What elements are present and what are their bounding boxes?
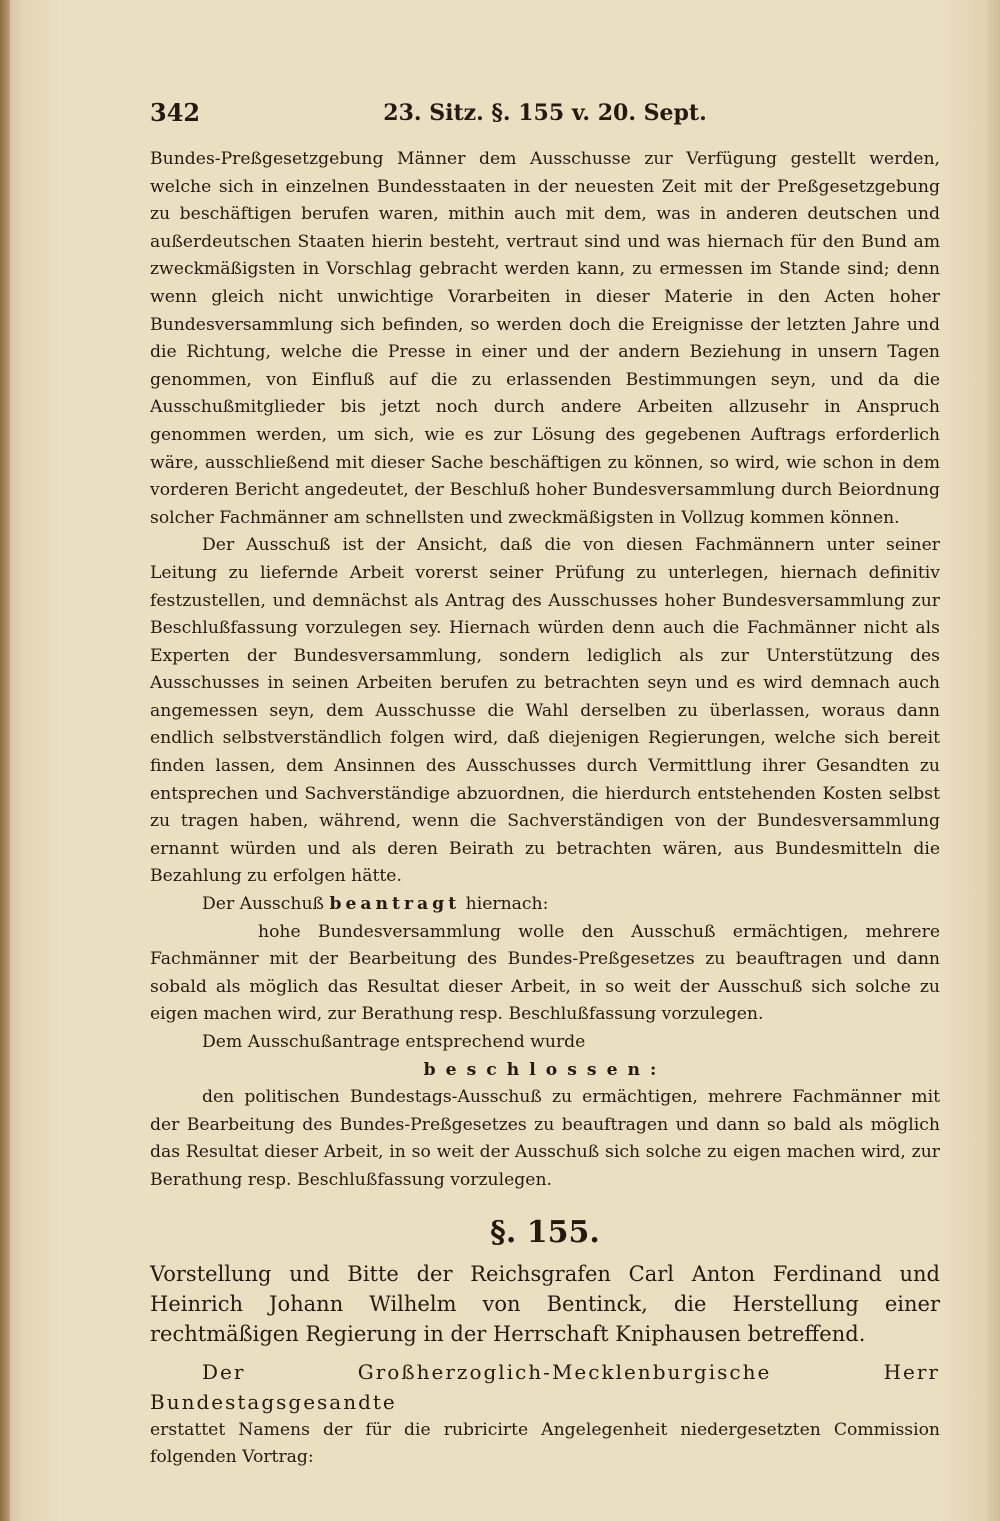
section-heading: §. 155.: [490, 1214, 600, 1250]
paragraph-committee-motion: [150, 891, 940, 919]
resolution-text: den politischen Bundestags-Ausschuß zu ermächtigen, mehrere Fachmänner mit der Bearbeitung des Bundes-Preßgesetzes zu beauftragen und dann so bald als möglich das Resultat dieser Arbeit, in so weit der Ausschuß sich solche zu eigen machen wird, zur Berathung resp. Beschlußfassung vorzulegen.: [150, 1087, 940, 1190]
section-presenter-rest: erstattet Namens der für die rubricirte Angelegenheit niedergesetzten Commission folgenden Vortrag:: [150, 1419, 940, 1468]
resolution-intro: Dem Ausschußantrage entsprechend wurde: [202, 1032, 586, 1052]
motion-text: hohe Bundesversammlung wolle den Ausschuß ermächtigen, mehrere Fachmänner mit der Bearbeitung des Bundes-Preßgesetzes zu beauftragen und dann sobald als möglich das Resultat dieser Arbeit, in so weit der Ausschuß sich solche zu eigen machen wird, zur Berathung resp. Beschlußfassung vorzulegen.: [150, 921, 940, 1025]
page-header: [150, 98, 940, 134]
motion-suffix: hiernach:: [465, 894, 549, 915]
paragraph-continued: Bundes-Preßgesetzgebung Männer dem Ausschusse zur Verfügung gestellt werden, welche sich in einzelnen Bundesstaaten in der neuesten Zeit mit der Preßgesetzgebung zu beschäftigen berufen waren, mithin auch mit dem, was in anderen deutschen und außerdeutschen Staaten hierin besteht, vertraut sind und was hiernach für den Bund am zweckmäßigsten in Vorschlag gebracht werden kann, zu ermessen im Stande sind; denn wenn gleich nicht unwichtige Vorarbeiten in dieser Materie in den Acten hoher Bundesversammlung sich befinden, so werden doch die Ereignisse der letzten Jahre und die Richtung, welche die Presse in einer und der andern Beziehung in unsern Tagen genommen, von Einfluß auf die zu erlassenden Bestimmungen seyn, und da die Ausschußmitglieder bis jetzt noch durch andere Arbeiten allzusehr in Anspruch genommen werden, um sich, wie es zur Lösung des gegebenen Auftrags erforderlich wäre, ausschließend mit dieser Sache beschäftigen zu können, so wird, wie schon in dem vorderen Bericht angedeutet, der Beschluß hoher Bundesversammlung durch Beiordnung solcher Fachmänner am schnellsten und zweckmäßigsten in Vollzug kommen können.: [150, 149, 940, 528]
running-head: 23. Sitz. §. 155 v. 20. Sept.: [383, 100, 707, 126]
motion-prefix: Der Ausschuß: [202, 894, 324, 915]
motion-keyword: beantragt: [329, 894, 461, 915]
page-number: 342: [150, 98, 201, 127]
resolution-keyword: beschlossen:: [423, 1059, 667, 1080]
page-binding-edge: [0, 0, 10, 1521]
section-presenter: Der Großherzoglich-Mecklenburgische Herr Bundestagsgesandte: [150, 1359, 940, 1414]
section-title: Vorstellung und Bitte der Reichsgrafen Carl Anton Ferdinand und Heinrich Johann Wilhelm von Bentinck, die Herstellung einer rechtmäßigen Regierung in der Herrschaft Kniphausen betreffend.: [150, 1261, 940, 1346]
paragraph-committee-view: Der Ausschuß ist der Ansicht, daß die von diesen Fachmännern unter seiner Leitung zu liefernde Arbeit vorerst seiner Prüfung zu unterlegen, hiernach definitiv festzustellen, und demnächst als Antrag des Ausschusses hoher Bundesversammlung zur Beschlußfassung vorzulegen sey. Hiernach würden denn auch die Fachmänner nicht als Experten der Bundesversammlung, sondern lediglich als zur Unterstützung des Ausschusses in seinen Arbeiten berufen zu betrachten seyn und es wird demnach auch angemessen seyn, dem Ausschusse die Wahl derselben zu überlassen, woraus dann endlich selbstverständlich folgen wird, daß diejenigen Regierungen, welche sich bereit finden lassen, dem Ansinnen des Ausschusses durch Vermittlung ihrer Gesandten zu entsprechen und Sachverständige abzuordnen, die hierdurch entstehenden Kosten selbst zu tragen haben, während, wenn die Sachverständigen von der Bundesversammlung ernannt würden und als deren Beirath zu betrachten wären, aus Bundesmitteln die Bezahlung zu erfolgen hätte.: [150, 535, 940, 887]
page-body: [150, 146, 940, 1472]
